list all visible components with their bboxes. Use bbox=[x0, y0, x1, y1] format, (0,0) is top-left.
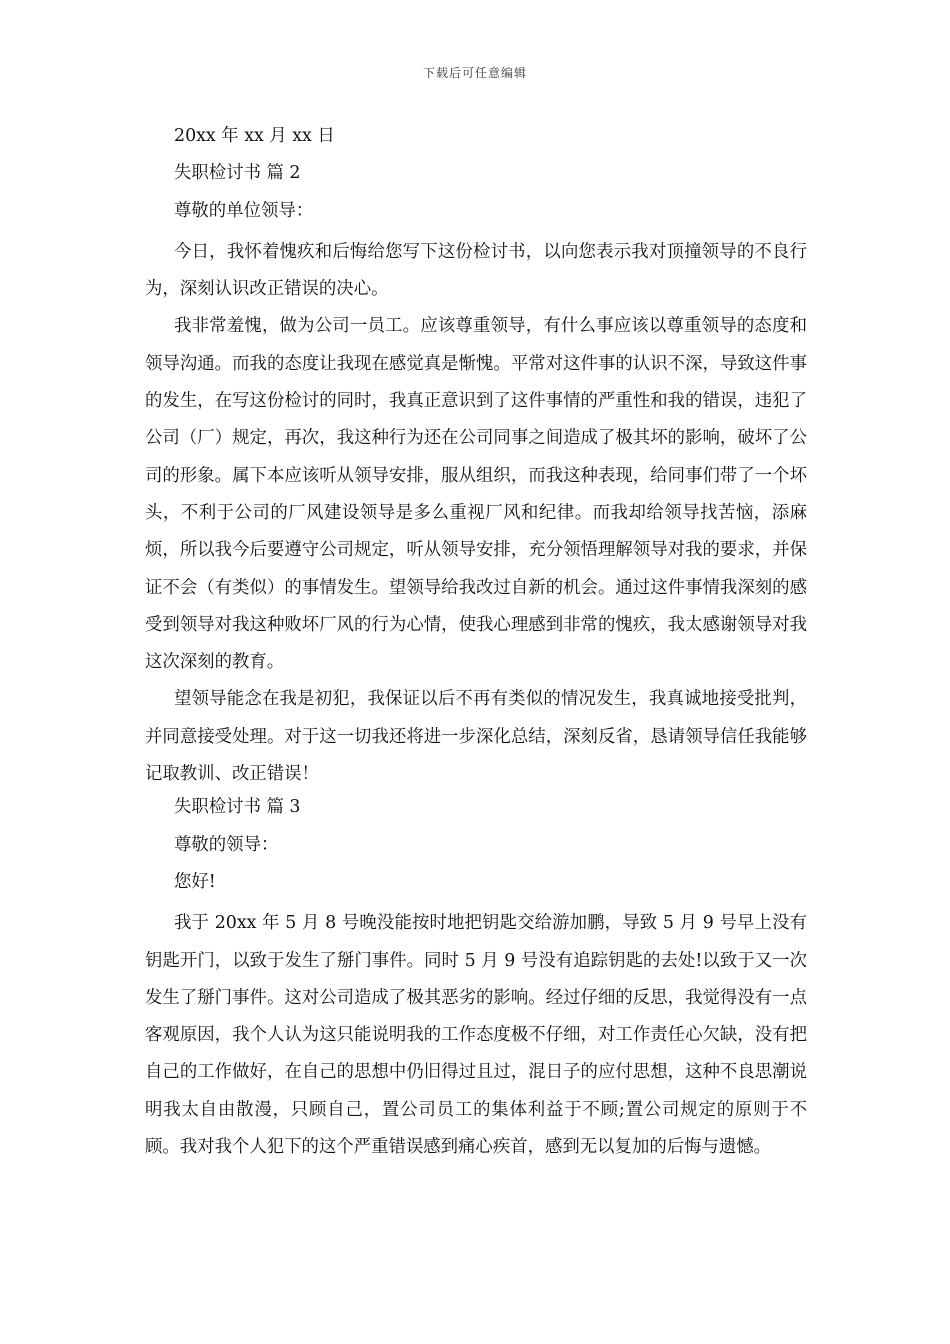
paragraph-incident: 我于 20xx 年 5 月 8 号晚没能按时地把钥匙交给游加鹏，导致 5 月 9 号早上没有钥匙开门，以致于发生了掰门事件。同时 5 月 9 号没有追踪钥匙的去处!以致于又一次发生了掰门事件。这对公司造成了极其恶劣的影响。经过仔细的反思，我觉得没有一点客观原因，我个人认为这只能说明我的工作态度极不仔细，对工作责任心欠缺，没有把自己的工作做好，在自己的思想中仍旧得过且过，混日子的应付思想，这种不良思潮说明我太自由散漫，只顾自己，置公司员工的集体利益于不顾;置公司规定的原则于不顾。我对我个人犯下的这个严重错误感到痛心疾首，感到无以复加的后悔与遗憾。 bbox=[145, 913, 807, 1158]
section-title-3: 失职检讨书 篇 3 bbox=[174, 797, 301, 818]
greeting: 您好! bbox=[174, 871, 216, 892]
page-header-note: 下载后可任意编辑 bbox=[422, 66, 527, 80]
paragraph-intro: 今日，我怀着愧疚和后悔给您写下这份检讨书，以向您表示我对顶撞领导的不良行为，深刻认识改正错误的决心。 bbox=[145, 241, 807, 300]
salutation-2: 尊敬的单位领导： bbox=[174, 200, 314, 221]
section-title-2: 失职检讨书 篇 2 bbox=[174, 163, 301, 184]
paragraph-main: 我非常羞愧，做为公司一员工。应该尊重领导，有什么事应该以尊重领导的态度和领导沟通。而我的态度让我现在感觉真是惭愧。平常对这件事的认识不深，导致这件事的发生，在写这份检讨的同时，我真正意识到了这件事情的严重性和我的错误，违犯了公司（厂）规定，再次，我这种行为还在公司同事之间造成了极其坏的影响，破坏了公司的形象。属下本应该听从领导安排，服从组织，而我这种表现，给同事们带了一个坏头，不利于公司的厂风建设领导是多么重视厂风和纪律。而我却给领导找苦恼，添麻烦，所以我今后要遵守公司规定，听从领导安排，充分领悟理解领导对我的要求，并保证不会（有类似）的事情发生。望领导给我改过自新的机会。通过这件事情我深刻的感受到领导对我这种败坏厂风的行为心情，使我心理感到非常的愧疚，我太感谢领导对我这次深刻的教育。 bbox=[145, 316, 807, 673]
date-line: 20xx 年 xx 月 xx 日 bbox=[174, 126, 335, 146]
document-body bbox=[145, 122, 807, 1166]
paragraph-closing: 望领导能念在我是初犯，我保证以后不再有类似的情况发生，我真诚地接受批判，并同意接受处理。对于这一切我还将进一步深化总结，深刻反省，恳请领导信任我能够记取教训、改正错误！ bbox=[145, 689, 807, 785]
salutation-3: 尊敬的领导： bbox=[174, 834, 279, 855]
